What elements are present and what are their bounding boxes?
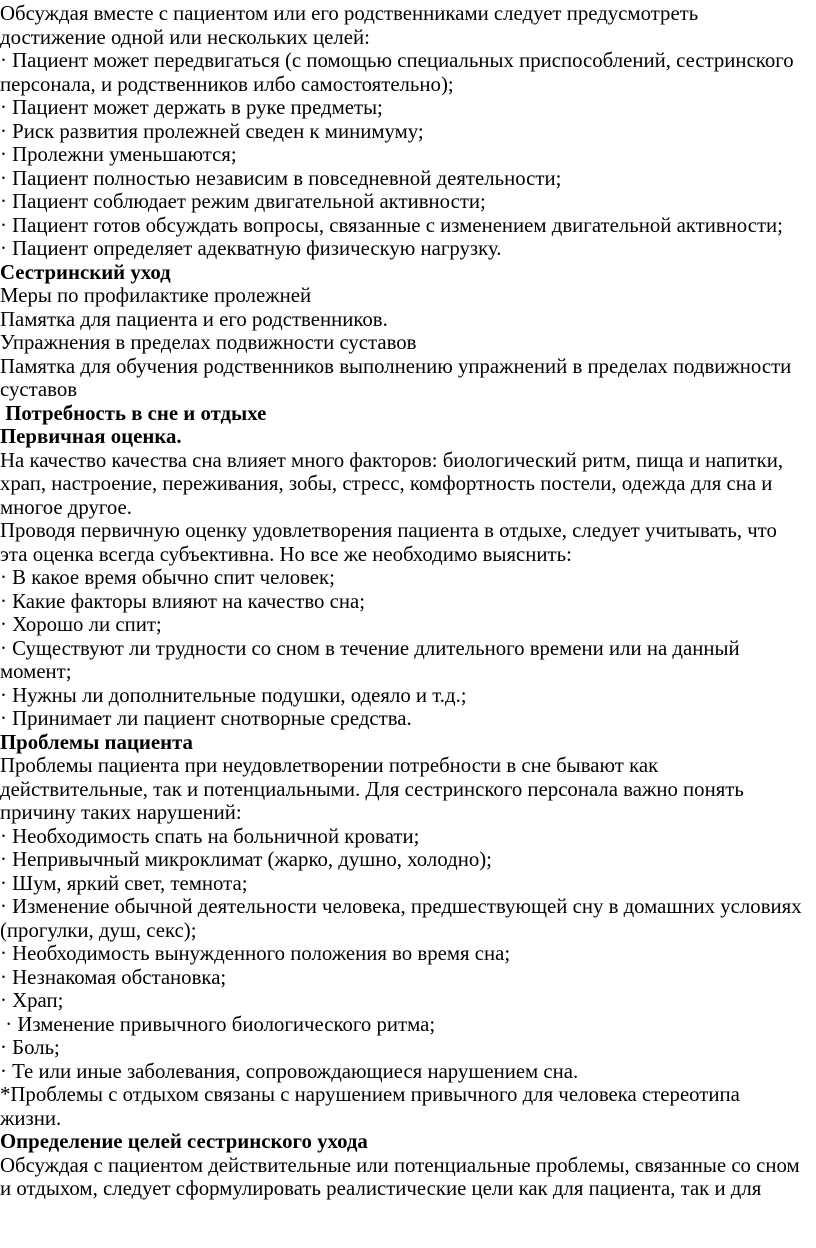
bullet-item: · Принимает ли пациент снотворные средства. xyxy=(0,707,412,730)
bullet-item: · Изменение привычного биологического ритма; xyxy=(0,1012,436,1036)
bullet-item: · Пациент готов обсуждать вопросы, связанные с изменением двигательной активности; xyxy=(0,213,783,237)
paragraph: Проводя первичную оценку удовлетворения пациента в отдыхе, следует учитывать, что эта оценка всегда субъективна. Но все же необходимо выяснить: xyxy=(0,519,777,566)
bullet-item: · Пациент может передвигаться (с помощью специальных приспособлений, сестринского персонала, и родственников илбо самостоятельно); xyxy=(0,49,794,96)
paragraph: На качество качества сна влияет много факторов: биологический ритм, пища и напитки, храп, настроение, переживания, зобы, стресс, комфортность постели, одежда для сна и многое другое. xyxy=(0,448,784,519)
bullet-item: · Необходимость вынужденного положения во время сна; xyxy=(0,942,511,965)
paragraph: *Проблемы с отдыхом связаны с нарушением привычного для человека стереотипа жизни. xyxy=(0,1083,740,1130)
bullet-item: · Риск развития пролежней сведен к минимуму; xyxy=(0,119,424,143)
paragraph: Памятка для пациента и его родственников. xyxy=(0,307,388,331)
bullet-item: · Нужны ли дополнительные подушки, одеяло и т.д.; xyxy=(0,683,467,707)
bullet-item: · Изменение обычной деятельности человека, предшествующей сну в домашних условиях (прогулки, душ, секс); xyxy=(0,895,802,942)
bullet-item: · Пролежни уменьшаются; xyxy=(0,143,237,166)
bullet-item: · Пациент соблюдает режим двигательной активности; xyxy=(0,190,486,213)
bullet-item: · Какие факторы влияют на качество сна; xyxy=(0,589,366,613)
bullet-item: · Храп; xyxy=(0,989,64,1012)
bullet-item: · В какое время обычно спит человек; xyxy=(0,566,335,589)
bullet-item: · Хорошо ли спит; xyxy=(0,613,162,636)
bullet-item: · Необходимость спать на больничной кровати; xyxy=(0,824,420,848)
section-heading: Сестринский уход xyxy=(0,260,171,284)
section-heading: Первичная оценка. xyxy=(0,425,182,448)
bullet-item: · Существуют ли трудности со сном в течение длительного времени или на данный момент; xyxy=(0,636,740,683)
paragraph: Проблемы пациента при неудовлетворении потребности в сне бывают как действительные, так и потенциальными. Для сестринского персонала важно понять причину таких нарушений: xyxy=(0,754,744,824)
bullet-item: · Боль; xyxy=(0,1036,60,1059)
section-heading: Определение целей сестринского ухода xyxy=(0,1130,368,1153)
bullet-item: · Шум, яркий свет, темнота; xyxy=(0,871,248,895)
bullet-item: · Пациент полностью независим в повседневной деятельности; xyxy=(0,166,562,190)
bullet-item: · Незнакомая обстановка; xyxy=(0,965,227,989)
section-heading: Потребность в сне и отдыхе xyxy=(0,401,267,425)
paragraph: Меры по профилактике пролежней xyxy=(0,284,312,307)
bullet-item: · Пациент определяет адекватную физическую нагрузку. xyxy=(0,237,502,260)
paragraph: Памятка для обучения родственников выполнению упражнений в пределах подвижности суставов xyxy=(0,354,792,401)
bullet-item: · Пациент может держать в руке предметы; xyxy=(0,96,383,119)
section-heading: Проблемы пациента xyxy=(0,730,193,754)
bullet-item: · Непривычный микроклимат (жарко, душно, холодно); xyxy=(0,848,492,871)
bullet-item: · Те или иные заболевания, сопровождающиеся нарушением сна. xyxy=(0,1059,579,1083)
paragraph: Обсуждая с пациентом действительные или потенциальные проблемы, связанные со сном и отдыхом, следует сформулировать реалистические цели как для пациента, так и для xyxy=(0,1153,800,1200)
paragraph: Упражнения в пределах подвижности суставов xyxy=(0,331,417,354)
paragraph: Обсуждая вместе с пациентом или его родственниками следует предусмотреть достижение одной или нескольких целей: xyxy=(0,2,699,49)
